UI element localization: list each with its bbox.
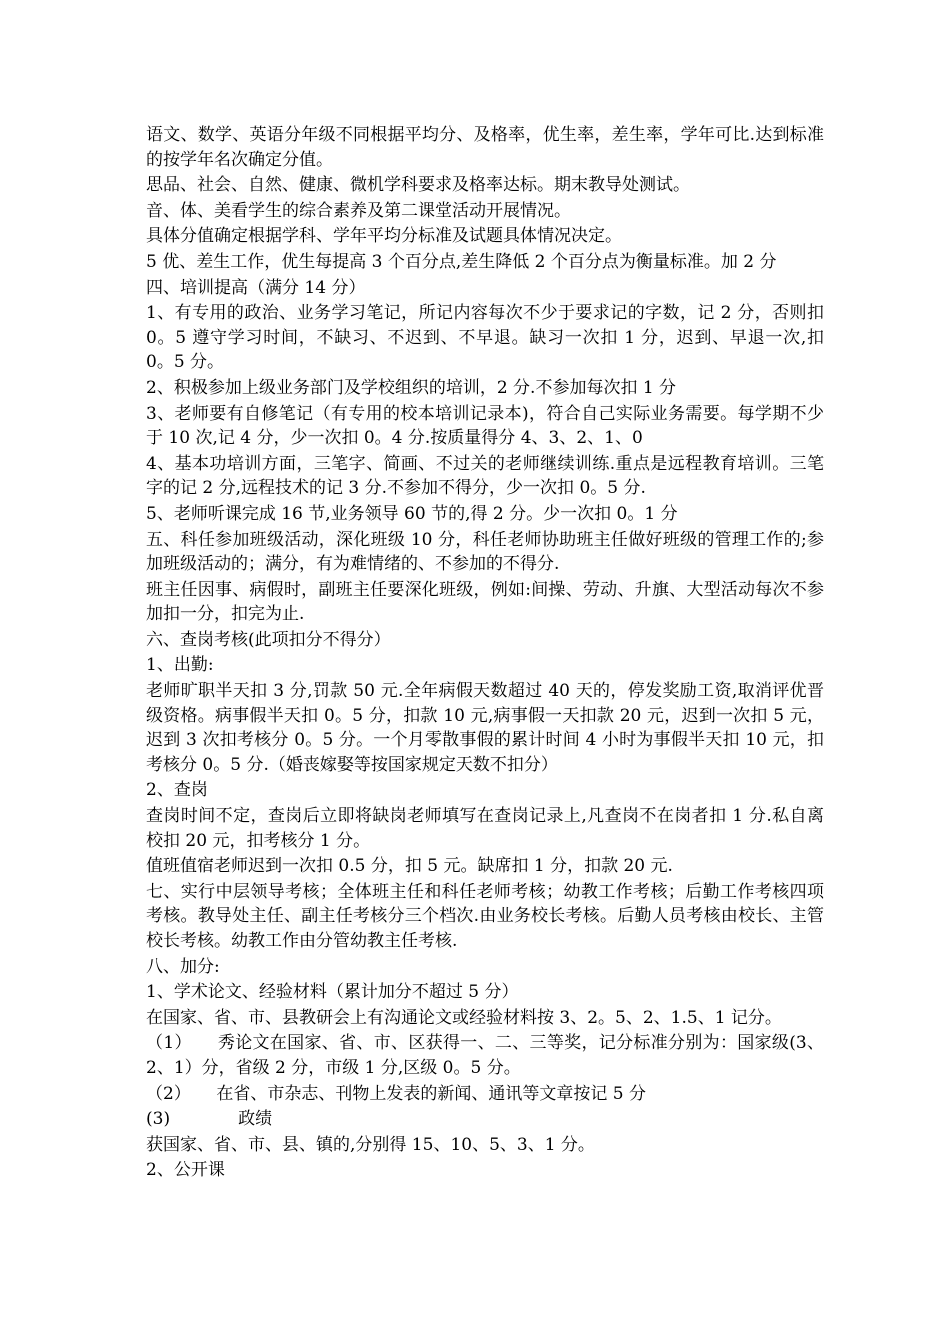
section-heading: 五、科任参加班级活动，深化班级 10 分，科任老师协助班主任做好班级的管理工作的;参加班级活动的；满分，有为难情绪的、不参加的不得分. [146,529,824,575]
subheading: 2、公开课 [146,1160,225,1181]
section-heading: 七、实行中层领导考核；全体班主任和科任老师考核；幼教工作考核；后勤工作考核四项考核。教导处主任、副主任考核分三个档次.由业务校长考核。后勤人员考核由校长、主管校长考核。幼教工作由分管幼教主任考核. [146,881,824,951]
list-item: （1） 秀论文在国家、省、市、区获得一、二、三等奖，记分标准分别为：国家级(3、2、1）分，省级 2 分，市级 1 分,区级 0。5 分。 [146,1033,824,1078]
paragraph: 4、基本功培训方面，三笔字、简画、不过关的老师继续训练.重点是远程教育培训。三笔字的记 2 分,远程技术的记 3 分.不参加不得分，少一次扣 0。5 分. [146,453,824,499]
paragraph: 获国家、省、市、县、镇的,分别得 15、10、5、3、1 分。 [146,1134,595,1155]
paragraph: 5、老师听课完成 16 节,业务领导 60 节的,得 2 分。少一次扣 0。1 分 [146,503,678,524]
paragraph: 5 优、差生工作，优生每提高 3 个百分点,差生降低 2 个百分点为衡量标准。加 2 分 [146,251,777,272]
paragraph: 语文、数学、英语分年级不同根据平均分、及格率，优生率，差生率，学年可比.达到标准的按学年名次确定分值。 [146,125,824,170]
subheading: 1、学术论文、经验材料（累计加分不超过 5 分） [146,982,519,1003]
paragraph: 1、有专用的政治、业务学习笔记，所记内容每次不少于要求记的字数，记 2 分，否则扣 0。5 遵守学习时间，不缺习、不迟到、不早退。缺习一次扣 1 分，迟到、早退一次,扣 0。5 分。 [146,303,824,373]
paragraph: 具体分值确定根据学科、学年平均分标准及试题具体情况决定。 [146,226,622,247]
paragraph: 值班值宿老师迟到一次扣 0.5 分，扣 5 元。缺席扣 1 分，扣款 20 元. [146,856,673,877]
section-heading: 四、培训提高（满分 14 分） [146,277,366,298]
paragraph: 3、老师要有自修笔记（有专用的校本培训记录本)，符合自己实际业务需要。每学期不少于 10 次,记 4 分，少一次扣 0。4 分.按质量得分 4、3、2、1、0 [146,403,824,449]
subheading: 2、查岗 [146,780,208,801]
paragraph: 班主任因事、病假时，副班主任要深化班级，例如:间操、劳动、升旗、大型活动每次不参加扣一分，扣完为止. [146,579,824,625]
list-item: （2） 在省、市杂志、刊物上发表的新闻、通讯等文章按记 5 分 [146,1083,646,1104]
paragraph: 思品、社会、自然、健康、微机学科要求及格率达标。期末教导处测试。 [146,175,690,196]
section-heading: 六、查岗考核(此项扣分不得分） [146,629,391,650]
section-heading: 八、加分: [146,956,220,977]
paragraph: 在国家、省、市、县教研会上有沟通论文或经验材料按 3、2。5、2、1.5、1 记分。 [146,1007,782,1028]
list-item: (3) 政绩 [146,1109,273,1130]
subheading: 1、出勤: [146,655,214,676]
paragraph: 2、积极参加上级业务部门及学校组织的培训，2 分.不参加每次扣 1 分 [146,377,677,398]
paragraph: 查岗时间不定，查岗后立即将缺岗老师填写在查岗记录上,凡查岗不在岗者扣 1 分.私自离校扣 20 元，扣考核分 1 分。 [146,806,824,851]
paragraph: 音、体、美看学生的综合素养及第二课堂活动开展情况。 [146,200,571,221]
paragraph: 老师旷职半天扣 3 分,罚款 50 元.全年病假天数超过 40 天的，停发奖励工资,取消评优晋级资格。病事假半天扣 0。5 分，扣款 10 元,病事假一天扣款 20 元，迟到一次扣 5 元，迟到 3 次扣考核分 0。5 分。一个月零散事假的累计时间 4 小时为事假半天扣 10 元，扣考核分 0。5 分.（婚丧嫁娶等按国家规定天数不扣分） [146,681,824,775]
